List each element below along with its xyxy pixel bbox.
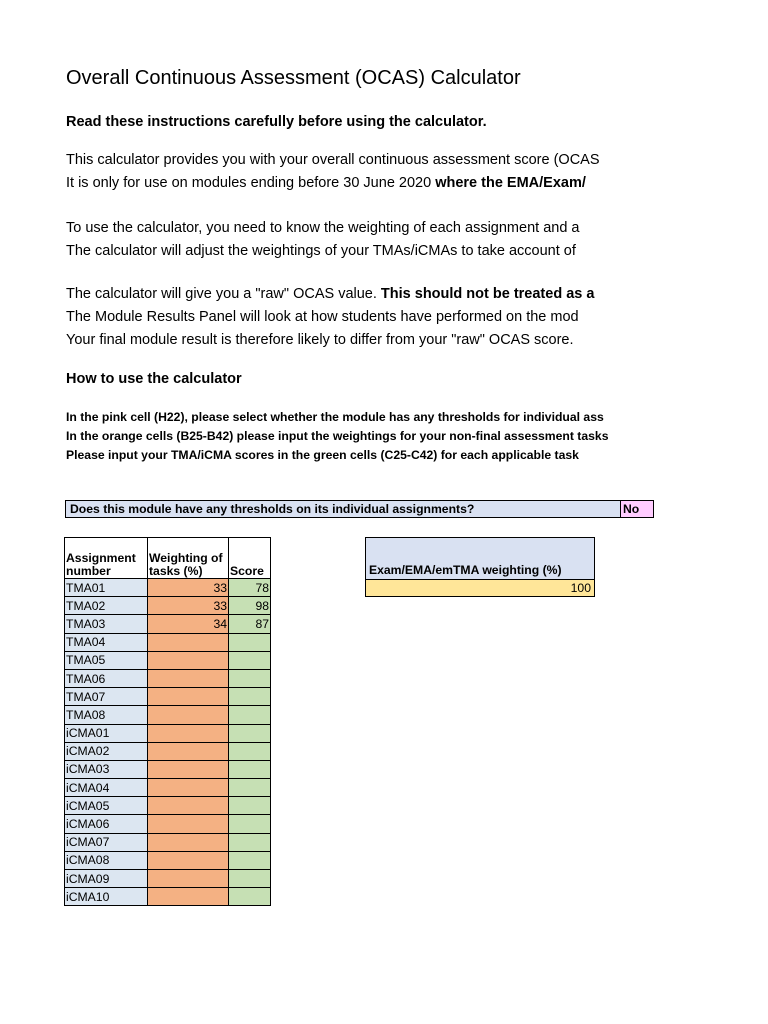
table-row: [65, 888, 271, 906]
score-cell[interactable]: [229, 870, 271, 888]
weight-cell[interactable]: [148, 724, 229, 742]
exam-weighting-label: Exam/EMA/emTMA weighting (%): [365, 537, 595, 580]
assignment-table: [64, 537, 271, 906]
score-cell[interactable]: 87: [229, 615, 271, 633]
usage-line-1: To use the calculator, you need to know the weighting of each assignment and a: [66, 220, 580, 236]
table-row: [65, 579, 271, 597]
assignment-name: TMA02: [65, 597, 148, 615]
weight-cell[interactable]: [148, 706, 229, 724]
weight-cell[interactable]: 33: [148, 579, 229, 597]
weight-cell[interactable]: [148, 651, 229, 669]
weight-cell[interactable]: [148, 760, 229, 778]
raw-line-2: The Module Results Panel will look at how students have performed on the mod: [66, 309, 579, 325]
steps-list: [0, 408, 655, 465]
assignment-name: TMA07: [65, 688, 148, 706]
assignment-name: iCMA05: [65, 797, 148, 815]
intro-paragraph: [0, 149, 655, 195]
table-row: [65, 779, 271, 797]
assignment-name: TMA03: [65, 615, 148, 633]
assignment-name: iCMA01: [65, 724, 148, 742]
table-row: [65, 615, 271, 633]
how-to-heading: How to use the calculator: [66, 371, 242, 387]
assignment-name: iCMA10: [65, 888, 148, 906]
weight-cell[interactable]: [148, 833, 229, 851]
intro-line-1: This calculator provides you with your overall continuous assessment score (OCAS: [66, 152, 600, 168]
score-cell[interactable]: [229, 651, 271, 669]
table-row: [65, 833, 271, 851]
step-1: In the pink cell (H22), please select whether the module has any thresholds for individual ass: [66, 410, 604, 424]
raw-line-3: Your final module result is therefore likely to differ from your "raw" OCAS score.: [66, 332, 574, 348]
score-cell[interactable]: [229, 888, 271, 906]
assignment-name: iCMA07: [65, 833, 148, 851]
table-row: [65, 797, 271, 815]
exam-weighting-value[interactable]: 100: [365, 579, 595, 597]
score-cell[interactable]: [229, 779, 271, 797]
score-cell[interactable]: [229, 815, 271, 833]
score-cell[interactable]: [229, 688, 271, 706]
table-row: [65, 688, 271, 706]
weight-cell[interactable]: [148, 888, 229, 906]
table-row: [65, 742, 271, 760]
raw-paragraph: [0, 283, 655, 352]
threshold-row: [65, 500, 654, 518]
score-cell[interactable]: [229, 833, 271, 851]
assignment-name: iCMA09: [65, 870, 148, 888]
weight-cell[interactable]: [148, 779, 229, 797]
table-row: [65, 724, 271, 742]
table-row: [65, 669, 271, 687]
assignment-name: iCMA08: [65, 851, 148, 869]
assignment-name: TMA08: [65, 706, 148, 724]
header-score: Score: [229, 538, 271, 579]
weight-cell[interactable]: [148, 742, 229, 760]
weight-cell[interactable]: 34: [148, 615, 229, 633]
weight-cell[interactable]: [148, 851, 229, 869]
assignment-name: iCMA02: [65, 742, 148, 760]
table-row: [65, 851, 271, 869]
table-row: [65, 706, 271, 724]
step-3: Please input your TMA/iCMA scores in the green cells (C25-C42) for each applicable task: [66, 448, 579, 462]
raw-line-1: The calculator will give you a "raw" OCAS value. This should not be treated as a: [66, 286, 595, 302]
header-weighting: Weighting of tasks (%): [148, 538, 229, 579]
score-cell[interactable]: [229, 669, 271, 687]
weight-cell[interactable]: [148, 688, 229, 706]
assignment-name: iCMA06: [65, 815, 148, 833]
table-row: [65, 760, 271, 778]
table-header-row: [65, 538, 271, 579]
weight-cell[interactable]: [148, 870, 229, 888]
page-title: Overall Continuous Assessment (OCAS) Calculator: [66, 67, 521, 89]
intro-line-2: It is only for use on modules ending before 30 June 2020 where the EMA/Exam/: [66, 175, 586, 191]
table-row: [65, 815, 271, 833]
weight-cell[interactable]: [148, 797, 229, 815]
assignment-name: TMA06: [65, 669, 148, 687]
assignment-name: TMA05: [65, 651, 148, 669]
warning-text: Read these instructions carefully before using the calculator.: [66, 114, 487, 130]
score-cell[interactable]: 78: [229, 579, 271, 597]
threshold-question: Does this module have any thresholds on its individual assignments?: [66, 501, 620, 517]
table-row: [65, 597, 271, 615]
score-cell[interactable]: [229, 760, 271, 778]
score-cell[interactable]: [229, 797, 271, 815]
step-2: In the orange cells (B25-B42) please input the weightings for your non-final assessment tasks: [66, 429, 609, 443]
assignment-name: iCMA04: [65, 779, 148, 797]
assignment-name: TMA01: [65, 579, 148, 597]
table-row: [65, 651, 271, 669]
table-row: [65, 870, 271, 888]
score-cell[interactable]: [229, 706, 271, 724]
usage-paragraph: [0, 217, 655, 263]
threshold-select[interactable]: No: [620, 501, 653, 517]
header-assignment-number: Assignment number: [65, 538, 148, 579]
table-row: [65, 633, 271, 651]
weight-cell[interactable]: [148, 815, 229, 833]
score-cell[interactable]: 98: [229, 597, 271, 615]
score-cell[interactable]: [229, 851, 271, 869]
weight-cell[interactable]: [148, 669, 229, 687]
assignment-name: TMA04: [65, 633, 148, 651]
weight-cell[interactable]: [148, 633, 229, 651]
score-cell[interactable]: [229, 742, 271, 760]
score-cell[interactable]: [229, 724, 271, 742]
score-cell[interactable]: [229, 633, 271, 651]
usage-line-2: The calculator will adjust the weightings of your TMAs/iCMAs to take account of: [66, 243, 576, 259]
assignment-name: iCMA03: [65, 760, 148, 778]
weight-cell[interactable]: 33: [148, 597, 229, 615]
